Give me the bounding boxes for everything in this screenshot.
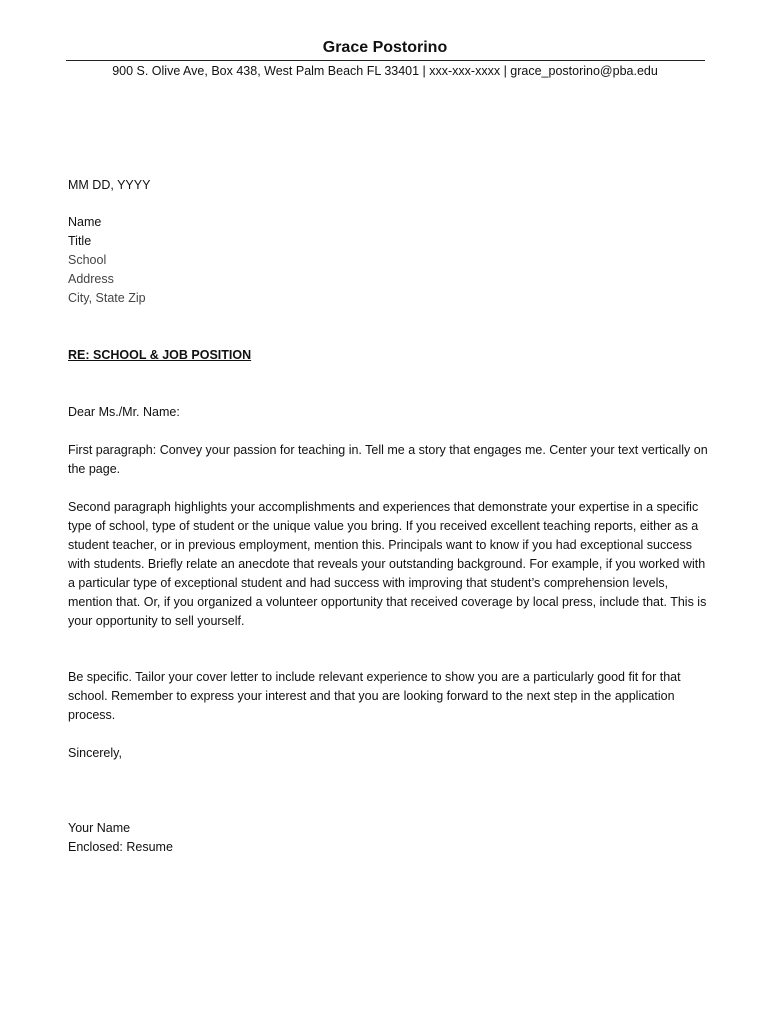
recipient-title: Title bbox=[68, 234, 92, 248]
recipient-city-state-zip: City, State Zip bbox=[68, 291, 146, 305]
header-divider bbox=[66, 60, 705, 61]
recipient-address-block bbox=[68, 213, 708, 308]
paragraph-text: Second paragraph highlights your accomplishments and experiences that demonstrate your expertise in a specific type of school, type of student or the unique value you bring. If you received excellent teaching reports, either as a student teacher, or in previous employment, mention this. Principals want to know if you had exceptional success with students. Briefly relate an anecdote that reveals your outstanding background. For example, if you worked with a particular type of exceptional student and had success with improving that student’s comprehension levels, mention that. Or, if you organized a volunteer opportunity that received coverage by local press, include that. This is your opportunity to sell yourself. bbox=[68, 500, 707, 628]
salutation: Dear Ms./Mr. Name: bbox=[68, 405, 180, 419]
sender-contact-line: 900 S. Olive Ave, Box 438, West Palm Beach FL 33401 | xxx-xxx-xxxx | grace_postorino@pba.edu bbox=[112, 64, 658, 78]
body-paragraph-2 bbox=[68, 498, 708, 631]
body-paragraph-1 bbox=[68, 441, 708, 479]
body-paragraph-3 bbox=[68, 668, 708, 725]
recipient-name: Name bbox=[68, 215, 102, 229]
paragraph-text: Be specific. Tailor your cover letter to include relevant experience to show you are a particularly good fit for that school. Remember to express your interest and that you are looking forward to the next step in the application process. bbox=[68, 670, 681, 722]
enclosure-note: Enclosed: Resume bbox=[68, 840, 173, 854]
paragraph-text: First paragraph: Convey your passion for teaching in. Tell me a story that engages me. Center your text vertically on the page. bbox=[68, 443, 708, 476]
signature-block bbox=[68, 819, 708, 857]
signer-name: Your Name bbox=[68, 821, 131, 835]
recipient-address: Address bbox=[68, 272, 114, 286]
recipient-school: School bbox=[68, 253, 107, 267]
subject-line: RE: SCHOOL & JOB POSITION bbox=[68, 348, 252, 362]
sender-name: Grace Postorino bbox=[322, 39, 448, 56]
letter-date: MM DD, YYYY bbox=[68, 178, 151, 192]
closing: Sincerely, bbox=[68, 746, 122, 760]
